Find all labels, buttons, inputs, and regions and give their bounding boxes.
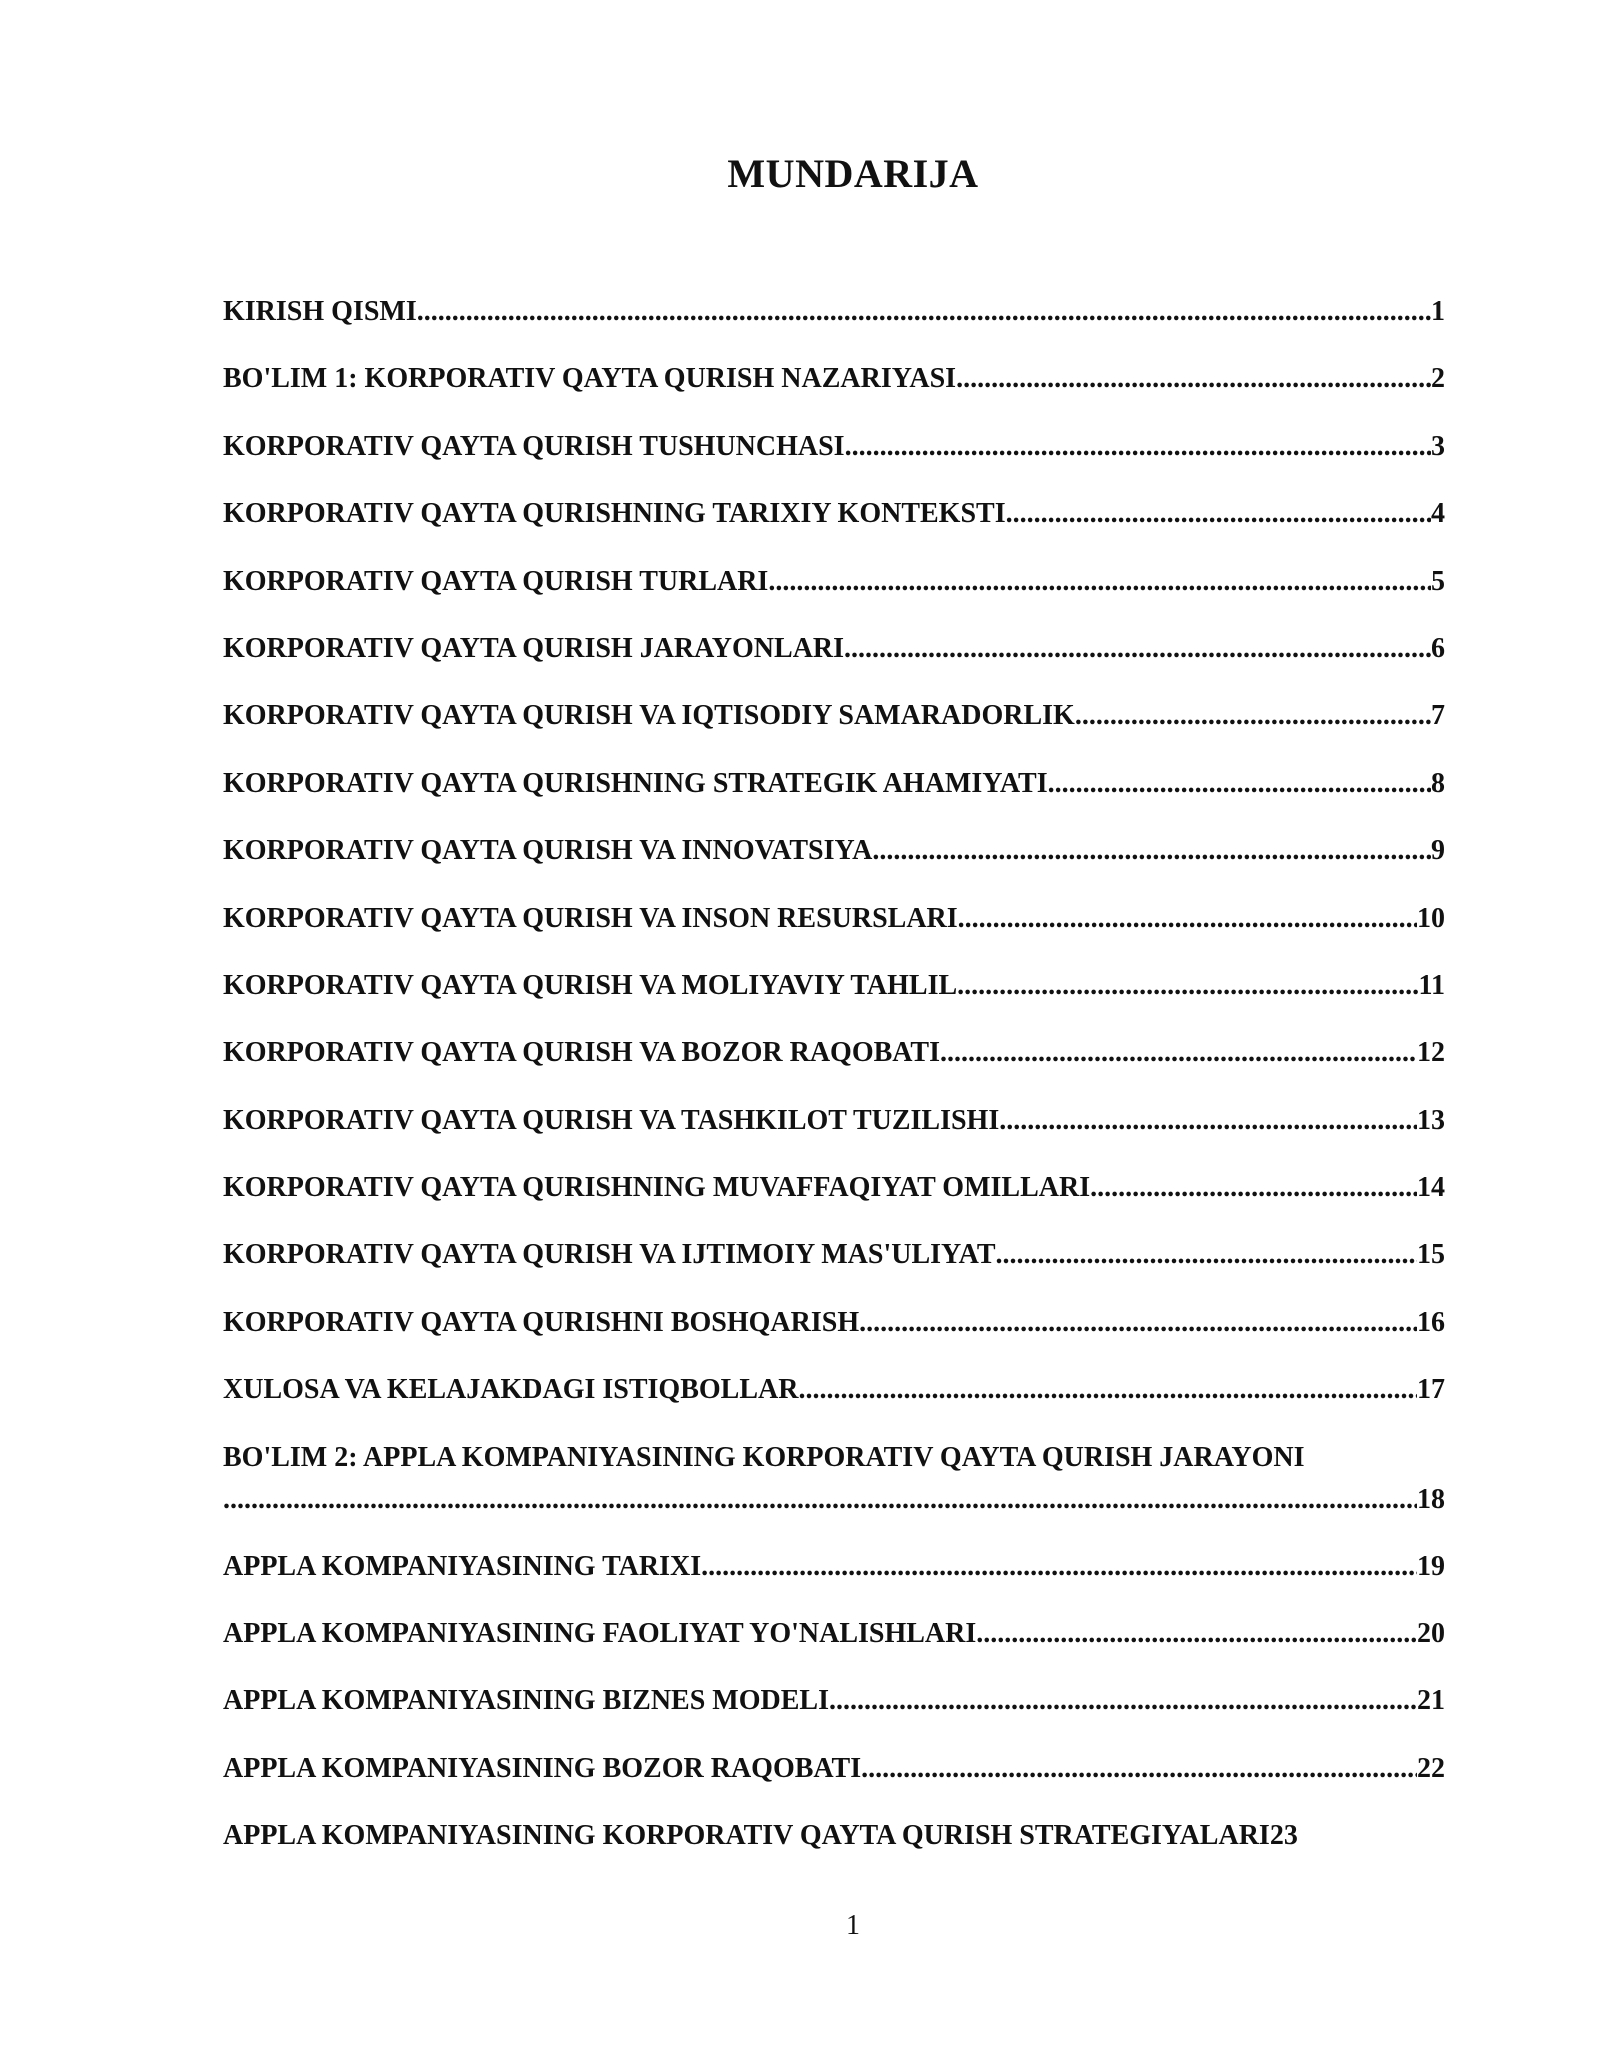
toc-entry-page: 23: [1269, 1820, 1298, 1852]
toc-entry[interactable]: [223, 1369, 1445, 1436]
dot-leader: [1090, 1167, 1417, 1209]
toc-entry-label: KORPORATIV QAYTA QURISH VA INNOVATSIYA: [223, 835, 873, 867]
toc-entry-page: 2: [1431, 363, 1445, 395]
toc-entry[interactable]: [223, 1680, 1445, 1747]
toc-entry-page: 22: [1417, 1752, 1445, 1784]
dot-leader: [417, 291, 1431, 333]
toc-entry-label: KORPORATIV QAYTA QURISH VA MOLIYAVIY TAHLIL: [223, 969, 958, 1001]
toc-entry-page: 1: [1431, 296, 1445, 327]
toc-entry-label: BO'LIM 1: KORPORATIV QAYTA QURISH NAZARIYASI: [223, 363, 957, 395]
toc-entry-page: 18: [1417, 1483, 1445, 1515]
toc-entry-page: 8: [1431, 767, 1445, 799]
toc-entry-page: 21: [1417, 1685, 1445, 1717]
toc-entry-label: KORPORATIV QAYTA QURISH VA BOZOR RAQOBATI: [223, 1037, 941, 1069]
toc-entry-label: APPLA KOMPANIYASINING TARIXI: [223, 1550, 702, 1582]
dot-leader: [956, 358, 1431, 400]
toc-entry-label: KORPORATIV QAYTA QURISH VA TASHKILOT TUZILISHI: [223, 1104, 1000, 1136]
toc-entry-label: KORPORATIV QAYTA QURISHNING MUVAFFAQIYAT OMILLARI: [223, 1172, 1091, 1204]
toc-entry-page: 16: [1417, 1306, 1445, 1338]
toc-entry-label: APPLA KOMPANIYASINING KORPORATIV QAYTA QURISH STRATEGIYALARI: [223, 1820, 1270, 1852]
toc-entry[interactable]: [223, 493, 1445, 560]
toc-entry-page: 12: [1417, 1037, 1445, 1069]
dot-leader: [798, 1369, 1417, 1411]
dot-leader: [1075, 695, 1431, 737]
toc-entry[interactable]: [223, 1546, 1445, 1613]
toc-entry[interactable]: [223, 898, 1445, 965]
table-of-contents: [223, 291, 1445, 1883]
dot-leader: [1048, 763, 1431, 805]
toc-entry-page: 11: [1418, 969, 1445, 1001]
toc-entry[interactable]: [223, 1032, 1445, 1099]
toc-entry-page: 7: [1431, 700, 1445, 732]
toc-entry[interactable]: [223, 1748, 1445, 1815]
toc-entry[interactable]: [223, 763, 1445, 830]
dot-leader: [976, 1613, 1417, 1655]
toc-entry[interactable]: [223, 830, 1445, 897]
dot-leader: [996, 1234, 1417, 1276]
dot-leader: [859, 1302, 1417, 1344]
toc-entry-page: 20: [1417, 1618, 1445, 1650]
dot-leader: [1006, 493, 1431, 535]
toc-entry-label: KORPORATIV QAYTA QURISH VA IJTIMOIY MAS'ULIYAT: [223, 1239, 996, 1271]
toc-entry[interactable]: [223, 628, 1445, 695]
toc-entry[interactable]: [223, 965, 1445, 1032]
toc-entry-page: 4: [1431, 498, 1445, 530]
dot-leader: [940, 1032, 1417, 1074]
toc-entry-label: APPLA KOMPANIYASINING FAOLIYAT YO'NALISHLARI: [223, 1618, 977, 1650]
toc-entry-page: 19: [1417, 1550, 1445, 1582]
toc-entry-label: KORPORATIV QAYTA QURISHNING STRATEGIK AHAMIYATI: [223, 767, 1048, 799]
dot-leader: [701, 1546, 1417, 1588]
toc-entry-page: 5: [1431, 565, 1445, 597]
toc-entry-page: 15: [1417, 1239, 1445, 1271]
page-title: MUNDARIJA: [727, 151, 979, 196]
toc-entry-label: KORPORATIV QAYTA QURISH JARAYONLARI: [223, 632, 845, 664]
toc-entry-label: KORPORATIV QAYTA QURISH VA INSON RESURSLARI: [223, 902, 958, 934]
dot-leader: [845, 426, 1431, 468]
toc-entry-page: 6: [1431, 632, 1445, 664]
dot-leader: [829, 1680, 1417, 1722]
toc-entry-label: BO'LIM 2: APPLA KOMPANIYASINING KORPORATIV QAYTA QURISH JARAYONI: [223, 1441, 1305, 1473]
toc-entry-label: APPLA KOMPANIYASINING BOZOR RAQOBATI: [223, 1752, 862, 1784]
dot-leader: [223, 1479, 1417, 1521]
toc-entry-page: 3: [1431, 430, 1445, 462]
dot-leader: [768, 561, 1431, 603]
toc-entry[interactable]: [223, 561, 1445, 628]
toc-entry-page: 17: [1417, 1374, 1445, 1406]
toc-entry-page: 14: [1417, 1172, 1445, 1204]
toc-entry[interactable]: [223, 1234, 1445, 1301]
toc-entry[interactable]: [223, 1437, 1445, 1546]
toc-entry[interactable]: [223, 1302, 1445, 1369]
toc-entry[interactable]: [223, 358, 1445, 425]
dot-leader: [861, 1748, 1417, 1790]
toc-entry-label: KORPORATIV QAYTA QURISH TURLARI: [223, 565, 769, 597]
toc-entry-label: KORPORATIV QAYTA QURISHNI BOSHQARISH: [223, 1306, 860, 1338]
dot-leader: [958, 898, 1417, 940]
toc-entry-label: XULOSA VA KELAJAKDAGI ISTIQBOLLAR: [223, 1374, 799, 1406]
toc-entry-page: 13: [1417, 1104, 1445, 1136]
dot-leader: [957, 965, 1418, 1007]
toc-entry[interactable]: [223, 426, 1445, 493]
toc-entry-label: KORPORATIV QAYTA QURISHNING TARIXIY KONTEKSTI: [223, 498, 1006, 530]
dot-leader: [872, 830, 1431, 872]
toc-entry-label: KORPORATIV QAYTA QURISH VA IQTISODIY SAMARADORLIK: [223, 700, 1075, 732]
toc-entry-page: 10: [1417, 902, 1445, 934]
toc-entry-page: 9: [1431, 835, 1445, 867]
toc-entry-label: KIRISH QISMI: [223, 296, 417, 327]
toc-entry-label: KORPORATIV QAYTA QURISH TUSHUNCHASI: [223, 430, 845, 462]
toc-entry[interactable]: [223, 1100, 1445, 1167]
toc-entry[interactable]: [223, 1167, 1445, 1234]
page-number: 1: [846, 1910, 860, 1941]
toc-entry[interactable]: [223, 1613, 1445, 1680]
toc-entry[interactable]: [223, 291, 1445, 358]
toc-entry[interactable]: [223, 695, 1445, 762]
dot-leader: [999, 1100, 1417, 1142]
dot-leader: [844, 628, 1431, 670]
toc-entry[interactable]: [223, 1815, 1445, 1882]
toc-entry-label: APPLA KOMPANIYASINING BIZNES MODELI: [223, 1685, 829, 1717]
